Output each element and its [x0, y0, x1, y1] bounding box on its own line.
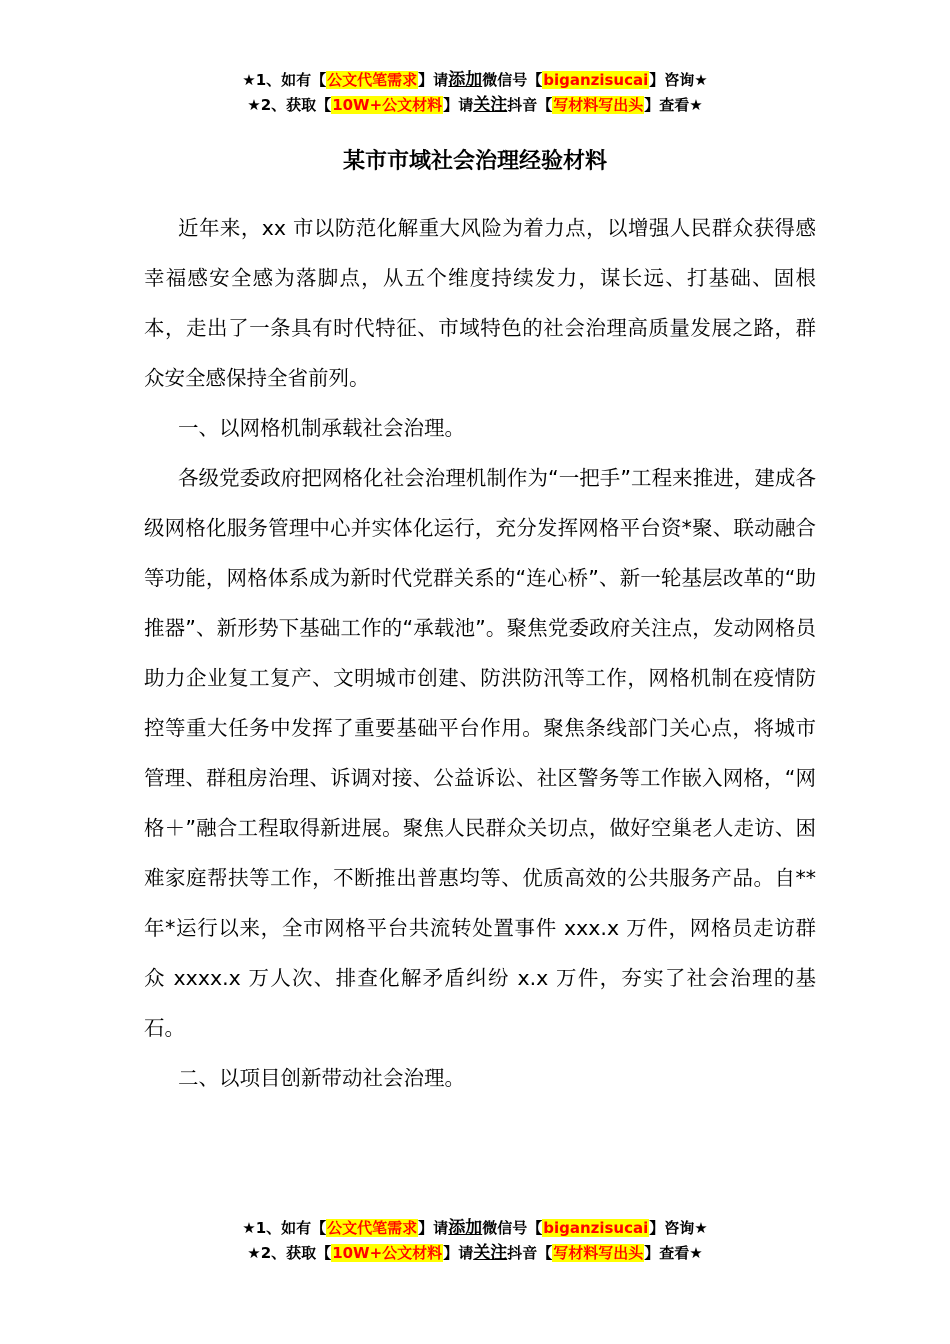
document-body [144, 203, 816, 1103]
banner-line-1 [0, 1216, 950, 1241]
banner-text: 】请 [443, 96, 474, 114]
emphasized-text: 添加 [448, 70, 483, 90]
section-heading-1: 一、以网格机制承载社会治理。 [178, 416, 465, 440]
highlighted-douyin-id: 写材料写出头 [553, 96, 644, 114]
banner-text: ★1、如有【 [242, 1219, 327, 1237]
highlighted-service-text: 公文代笔需求 [327, 1219, 418, 1237]
banner-text: ★2、获取【 [247, 1244, 332, 1262]
highlighted-douyin-id: 写材料写出头 [553, 1244, 644, 1262]
emphasized-text: 关注 [473, 95, 508, 115]
banner-text: 微信号【 [482, 1219, 543, 1237]
banner-text: 】咨询★ [649, 71, 708, 89]
banner-text: 抖音【 [507, 96, 553, 114]
banner-line-1 [0, 68, 950, 93]
banner-text: 】查看★ [644, 96, 703, 114]
highlighted-wechat-id: biganzisucai [543, 1219, 649, 1237]
banner-text: 】查看★ [644, 1244, 703, 1262]
paragraph-intro: 近年来，xx 市以防范化解重大风险为着力点，以增强人民群众获得感幸福感安全感为落脚点，从五个维度持续发力，谋长远、打基础、固根本，走出了一条具有时代特征、市域特色的社会治理高质量发展之路，群众安全感保持全省前列。 [144, 216, 816, 390]
paragraph-section-1: 各级党委政府把网格化社会治理机制作为“一把手”工程来推进，建成各级网格化服务管理中心并实体化运行，充分发挥网格平台资*聚、联动融合等功能，网格体系成为新时代党群关系的“连心桥”、新一轮基层改革的“助推器”、新形势下基础工作的“承载池”。聚焦党委政府关注点，发动网格员助力企业复工复产、文明城市创建、防洪防汛等工作，网格机制在疫情防控等重大任务中发挥了重要基础平台作用。聚焦条线部门关心点，将城市管理、群租房治理、诉调对接、公益诉讼、社区警务等工作嵌入网格，“网格＋”融合工程取得新进展。聚焦人民群众关切点，做好空巢老人走访、困难家庭帮扶等工作，不断推出普惠均等、优质高效的公共服务产品。自**年*运行以来，全市网格平台共流转处置事件 xxx.x 万件，网格员走访群众 xxxx.x 万人次、排查化解矛盾纠纷 x.x 万件，夯实了社会治理的基石。 [144, 466, 816, 1040]
banner-text: 】请 [418, 71, 449, 89]
highlighted-wechat-id: biganzisucai [543, 71, 649, 89]
banner-text: 】咨询★ [649, 1219, 708, 1237]
emphasized-text: 添加 [448, 1218, 483, 1238]
footer-banner [0, 1216, 950, 1266]
highlighted-material-text: 10W+公文材料 [332, 1244, 443, 1262]
banner-text: 微信号【 [482, 71, 543, 89]
highlighted-material-text: 10W+公文材料 [332, 96, 443, 114]
section-heading-2: 二、以项目创新带动社会治理。 [178, 1066, 465, 1090]
emphasized-text: 关注 [473, 1243, 508, 1263]
banner-text: 】请 [443, 1244, 474, 1262]
banner-text: ★1、如有【 [242, 71, 327, 89]
banner-text: 抖音【 [507, 1244, 553, 1262]
highlighted-service-text: 公文代笔需求 [327, 71, 418, 89]
banner-text: 】请 [418, 1219, 449, 1237]
banner-line-2 [0, 1241, 950, 1266]
document-title: 某市市域社会治理经验材料 [342, 149, 607, 174]
banner-text: ★2、获取【 [247, 96, 332, 114]
header-banner [0, 68, 950, 118]
banner-line-2 [0, 93, 950, 118]
